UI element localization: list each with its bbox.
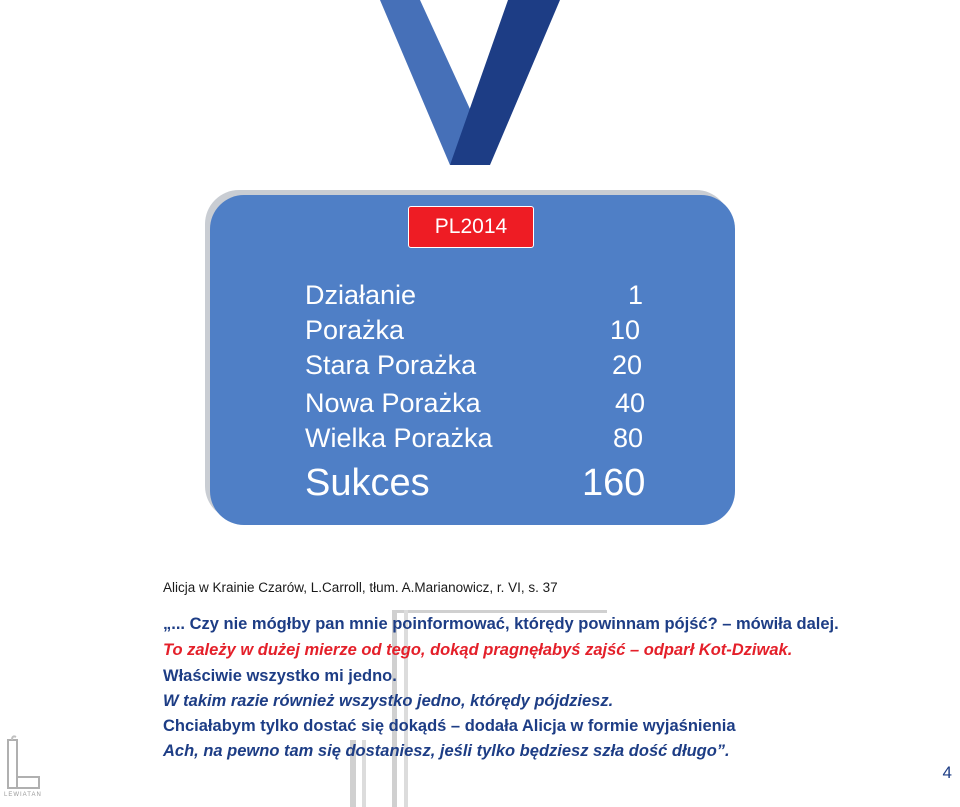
row-label-wielka-porazka: Wielka Porażka	[305, 423, 493, 453]
row-value-dzialanie: 1	[628, 280, 644, 310]
citation: Alicja w Krainie Czarów, L.Carroll, tłum. A.Marianowicz, r. VI, s. 37	[163, 580, 558, 595]
pl2014-badge: PL2014	[408, 206, 534, 248]
quote-line-3: Właściwie wszystko mi jedno.	[163, 667, 397, 685]
v-logo	[380, 0, 560, 165]
row-value-wielka-porazka: 80	[613, 423, 644, 453]
lewiatan-logo-text: LEWIATAN	[4, 792, 42, 798]
quote-line-5: Chciałabym tylko dostać się dokądś – dodała Alicja w formie wyjaśnienia	[163, 717, 736, 735]
row-value-nowa-porazka: 40	[615, 388, 646, 418]
quote-line-1: „... Czy nie mógłby pan mnie poinformować, którędy powinnam pójść? – mówiła dalej.	[163, 615, 839, 633]
row-value-porazka: 10	[610, 315, 641, 345]
row-value-sukces: 160	[582, 462, 646, 504]
row-label-nowa-porazka: Nowa Porażka	[305, 388, 481, 418]
decor-bar-horizontal	[392, 610, 607, 613]
row-label-sukces: Sukces	[305, 462, 430, 504]
page-number: 4	[942, 763, 952, 782]
row-label-dzialanie: Działanie	[305, 280, 417, 310]
row-label-stara-porazka: Stara Porażka	[305, 350, 477, 380]
quote-line-4: W takim razie również wszystko jedno, którędy pójdziesz.	[163, 692, 614, 710]
row-label-porazka: Porażka	[305, 315, 405, 345]
row-value-stara-porazka: 20	[612, 350, 643, 380]
quote-line-2: To zależy w dużej mierze od tego, dokąd pragnęłabyś zajść – odparł Kot-Dziwak.	[163, 641, 793, 659]
quote-line-6: Ach, na pewno tam się dostaniesz, jeśli tylko będziesz szła dość długo”.	[163, 742, 730, 760]
